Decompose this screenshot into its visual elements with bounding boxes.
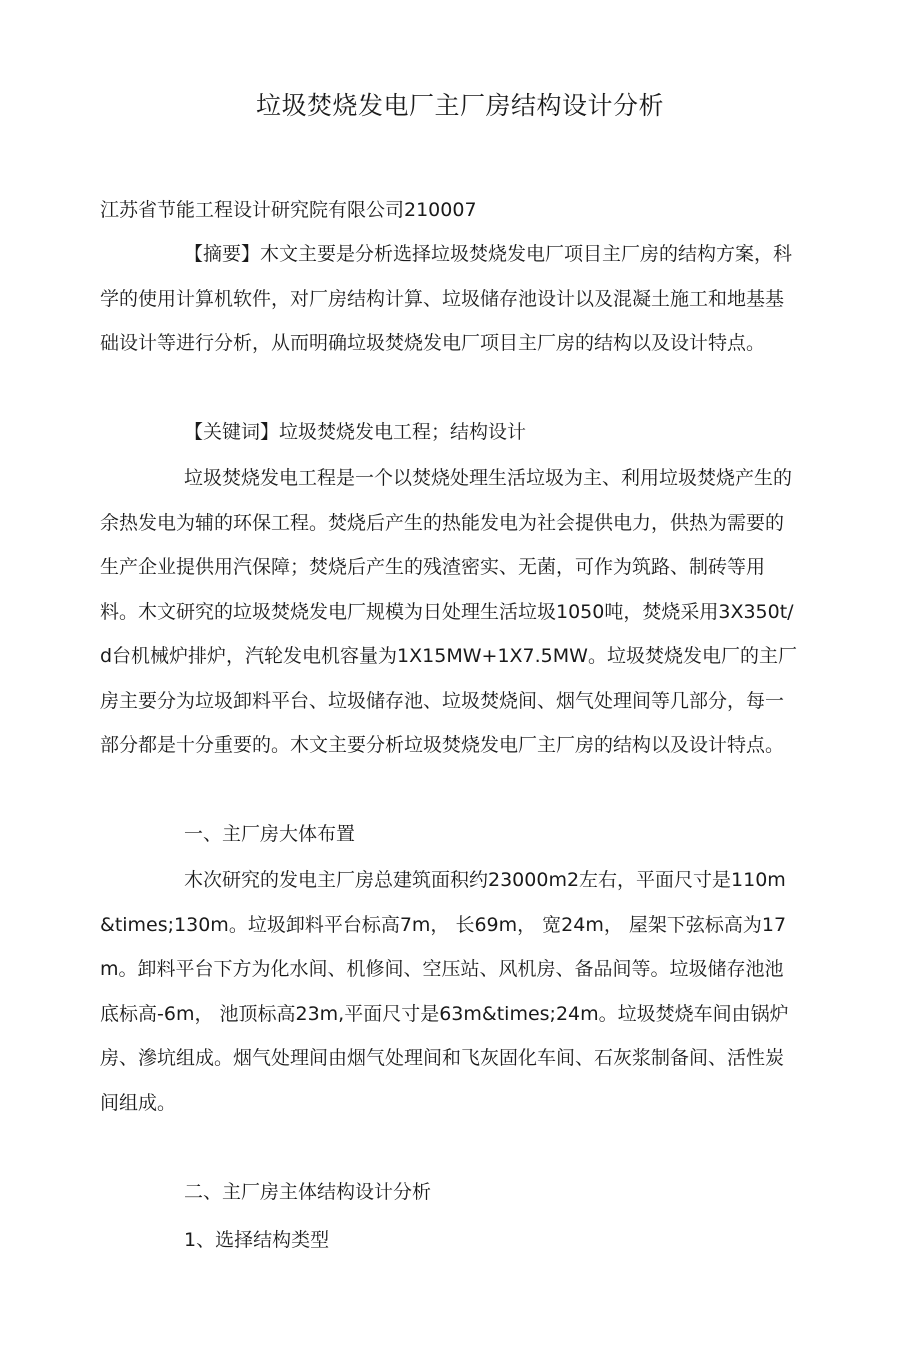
section-1-paragraph: 木次研究的发电主厂房总建筑面积约23000m2左右，平面尺寸是110m&times;130m。垃圾卸料平台标高7m， 长69m， 宽24m， 屋架下弦标高为17m。卸料平台下方为化水间、机修间、空压站、风机房、备品间等。垃圾储存池池底标高-6m， 池顶标高23m,平面尺寸是63m&times;24m。垃圾焚烧车间由锅炉房、滲坑组成。烟气处理间由烟气处理间和飞灰固化车间、石灰浆制备间、活性炭间组成。 — [100, 869, 789, 1114]
subsection-1-heading: 1、选择结构类型 — [184, 1229, 330, 1251]
section-2-heading: 二、主厂房主体结构设计分析 — [184, 1181, 432, 1203]
author-affiliation: 江苏省节能工程设计研究院有限公司210007 — [100, 199, 477, 221]
intro-paragraph: 垃圾焚烧发电工程是一个以焚烧处理生活垃圾为主、利用垃圾焚烧产生的余热发电为辅的环保工程。焚烧后产生的热能发电为社会提供电力，供热为需要的生产企业提供用汽保障；焚烧后产生的残渣密实、无菌，可作为筑路、制砖等用料。木文研究的垃圾焚烧发电厂规模为日处理生活垃圾1050吨，焚烧采用3X350t/d台机械炉排炉，汽轮发电机容量为1X15MW+1X7.5MW。垃圾焚烧发电厂的主厂房主要分为垃圾卸料平台、垃圾储存池、垃圾焚烧间、烟气处理间等几部分，每一部分都是十分重要的。木文主要分析垃圾焚烧发电厂主厂房的结构以及设计特点。 — [100, 467, 797, 756]
keywords-paragraph: 【关键词】垃圾焚烧发电工程；结构设计 — [184, 421, 527, 443]
abstract-paragraph: 【摘要】木文主要是分析选择垃圾焚烧发电厂项目主厂房的结构方案，科学的使用计算机软件，对厂房结构计算、垃圾储存池设计以及混凝土施工和地基基础设计等进行分析，从而明确垃圾焚烧发电厂项目主厂房的结构以及设计特点。 — [100, 243, 793, 354]
section-1-heading: 一、主厂房大体布置 — [184, 823, 356, 845]
document-title: 垃圾焚烧发电厂主厂房结构设计分析 — [255, 91, 664, 120]
